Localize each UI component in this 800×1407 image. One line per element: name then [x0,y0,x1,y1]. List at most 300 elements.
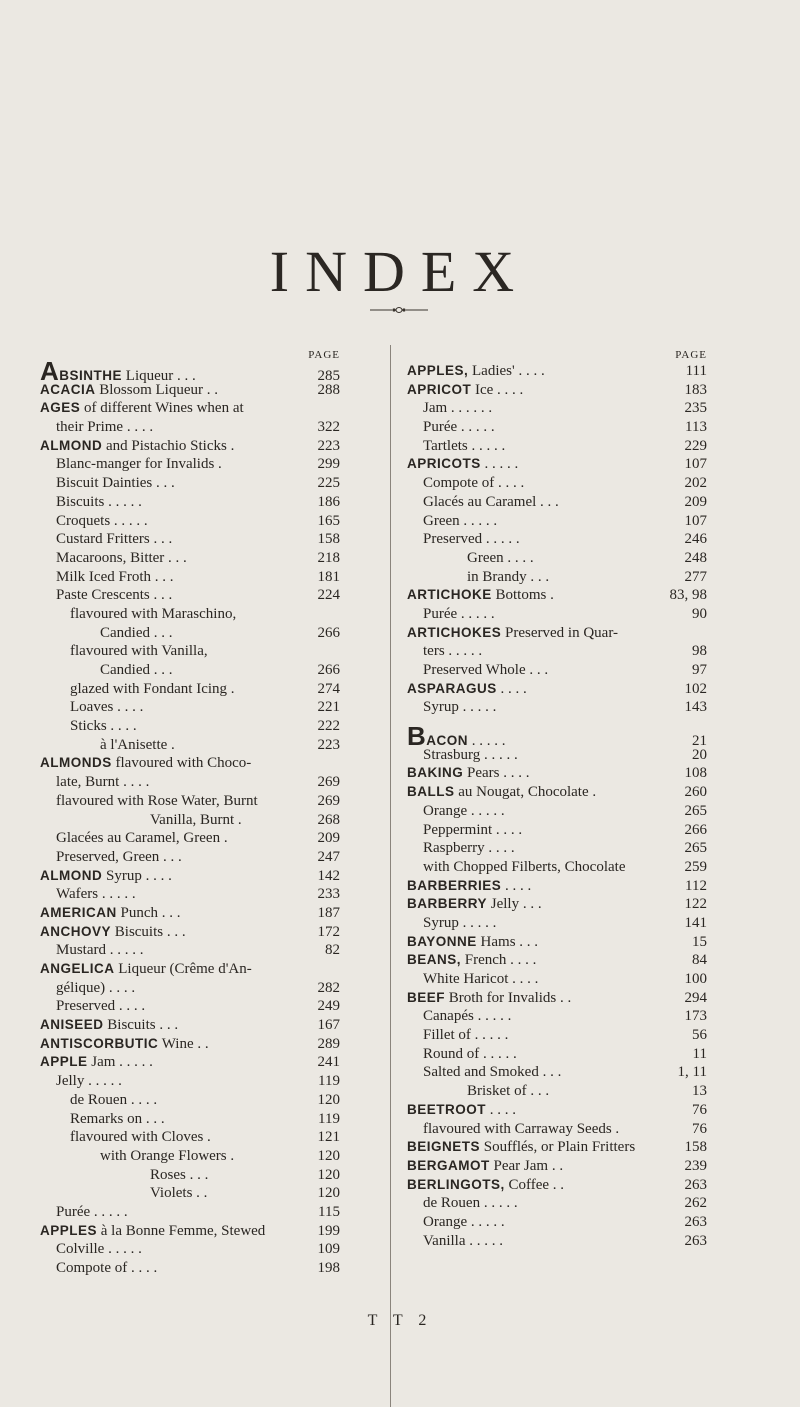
entry-label: Candied . . . [100,624,173,641]
entry-keyword: ARTICHOKES [407,624,502,640]
entry-label: flavoured with Carraway Seeds . [423,1120,620,1137]
entry-page-number: 246 [684,531,707,548]
entry-keyword-rest: BSINTHE [59,368,123,383]
entry-label: in Brandy . . . [467,568,550,585]
index-entry [40,979,340,998]
entry-text [40,549,306,568]
entry-page-number: 120 [317,1185,340,1202]
entry-label: Strasburg . . . . . [423,746,518,763]
entry-keyword: ANGELICA [40,961,115,976]
entry-label: Vanilla, Burnt . [150,811,242,828]
entry-page-number: 225 [317,475,340,492]
entry-label: Croquets . . . . . [56,512,148,529]
entry-label: Ice . . . . [471,381,524,398]
entry-text [40,754,306,773]
entry-label: Orange . . . . . [423,1213,505,1230]
entry-text [407,1213,673,1232]
entry-text [40,418,306,437]
entry-page-number: 277 [684,568,707,585]
entry-page-number: 221 [317,699,340,716]
entry-page-number: 299 [317,456,340,473]
entry-label: flavoured with Choco- [111,755,252,772]
entry-keyword: ALMONDS [40,755,112,771]
entry-text [40,1091,306,1110]
index-entry [40,493,340,512]
index-entry [40,1053,340,1072]
index-entry [40,867,340,886]
index-column-right [407,348,707,1250]
entry-label: Green . . . . [467,549,534,566]
entry-text [407,802,673,821]
ornament-divider-icon [370,306,428,314]
entry-text [407,914,673,933]
entry-text [407,399,673,418]
entry-label: Biscuits . . . [111,923,186,940]
entry-page-number: 165 [317,512,340,529]
index-entry [407,362,707,381]
entry-label: Roses . . . [150,1166,209,1183]
entry-keyword: APRICOT [407,381,472,397]
page-column-header: PAGE [308,349,340,361]
entry-text [40,399,306,418]
index-entry [40,661,340,680]
entry-page-number: 107 [684,456,707,473]
entry-page-number: 241 [317,1054,340,1071]
entry-text [40,474,306,493]
entry-text [407,568,673,587]
entry-text [40,530,306,549]
entry-text [407,839,673,858]
entry-keyword: ANCHOVY [40,923,112,939]
entry-text [407,437,673,456]
entry-label: au Nougat, Chocolate . [454,784,597,801]
index-entry [40,455,340,474]
index-entry [407,1138,707,1157]
index-entry [40,1072,340,1091]
entry-label: Violets . . [150,1185,208,1202]
entry-label: . . . . . [468,733,506,750]
entry-label: and Pistachio Sticks . [102,437,235,454]
entry-page-number: 224 [317,587,340,604]
entry-keyword: APPLE [40,1054,88,1070]
index-entry [407,858,707,877]
entry-text [40,792,306,811]
index-entry [407,746,707,765]
entry-label: Purée . . . . . [56,1203,128,1220]
entry-page-number: 183 [684,381,707,398]
entry-page-number: 167 [317,1017,340,1034]
entry-text [407,1120,673,1139]
index-entry [407,895,707,914]
index-entry [40,549,340,568]
index-entry [407,1026,707,1045]
entry-page-number: 158 [317,531,340,548]
index-entry [407,399,707,418]
entry-page-number: 141 [684,914,707,931]
index-entry [40,829,340,848]
entry-page-number: 269 [317,792,340,809]
index-entry [40,754,340,773]
index-entry [407,839,707,858]
index-entry [40,717,340,736]
entry-keyword: APPLES [40,1222,98,1238]
entry-page-number: 268 [317,811,340,828]
entry-label: Jam . . . . . [87,1054,153,1071]
entry-keyword: BARBERRIES [407,877,502,893]
entry-page-number: 274 [317,680,340,697]
index-entry [40,437,340,456]
entry-text [407,418,673,437]
entry-label: Coffee . . [504,1176,565,1193]
entry-label: à la Bonne Femme, Stewed [97,1222,266,1239]
index-entry [407,698,707,717]
entry-page-number: 282 [317,979,340,996]
entry-label: Wafers . . . . . [56,886,136,903]
entry-label: flavoured with Rose Water, Burnt [56,792,258,809]
entry-text [407,474,673,493]
entry-text [407,1026,673,1045]
entry-text [40,1240,306,1259]
entry-page-number: 21 [692,733,707,750]
entry-label: Soufflés, or Plain Fritters [480,1139,636,1156]
entry-page-number: 187 [317,904,340,921]
entry-text [40,979,306,998]
entry-page-number: 76 [692,1120,707,1137]
entry-page-number: 181 [317,568,340,585]
section-gap [407,717,707,727]
entry-label: Punch . . . [116,904,181,921]
entry-page-number: 90 [692,605,707,622]
index-entry [40,568,340,587]
entry-text [40,1035,306,1054]
entry-text [40,698,306,717]
entry-label: with Orange Flowers . [100,1147,235,1164]
entry-page-number: 199 [317,1222,340,1239]
entry-text [407,895,673,914]
entry-text [40,960,306,979]
entry-text [40,1147,306,1166]
entry-label: Liqueur (Crême d'An- [114,961,252,977]
entry-page-number: 249 [317,998,340,1015]
index-entry [40,1166,340,1185]
entry-label: Biscuit Dainties . . . [56,475,175,492]
entry-text [40,1203,306,1222]
index-entry [407,1045,707,1064]
entry-label: Wine . . [158,1035,209,1052]
entry-text [407,1176,673,1195]
entry-text [40,773,306,792]
entry-text [407,586,670,605]
entry-label: Colville . . . . . [56,1241,142,1258]
index-entry [407,1194,707,1213]
index-entry [407,661,707,680]
entry-page-number: 120 [317,1091,340,1108]
entry-label: their Prime . . . . [56,419,154,436]
entry-text [407,933,673,952]
entry-text [407,1082,673,1101]
entry-label: Hams . . . [476,933,539,950]
entry-page-number: 263 [684,1232,707,1249]
index-title: INDEX [269,239,531,304]
entry-page-number: 158 [684,1139,707,1156]
index-entry [407,970,707,989]
index-entry [407,605,707,624]
entry-page-number: 84 [692,952,707,969]
entry-label: de Rouen . . . . . [423,1195,518,1212]
index-entry [40,1035,340,1054]
entry-label: Liqueur . . . [122,368,196,384]
index-entry [407,989,707,1008]
index-entry [40,1203,340,1222]
entry-page-number: 265 [684,840,707,857]
entry-label: Custard Fritters . . . [56,531,173,548]
entry-text [407,1007,673,1026]
index-entry [40,642,340,661]
index-entry [40,474,340,493]
entry-label: Brisket of . . . [467,1083,550,1100]
entry-page-number: 247 [317,848,340,865]
index-entry [40,586,340,605]
entry-label: Candied . . . [100,662,173,678]
entry-text [40,1128,306,1147]
entry-page-number: 98 [692,643,707,660]
entry-page-number: 120 [317,1147,340,1164]
index-entry [40,736,340,755]
entry-keyword: BAYONNE [407,933,477,949]
index-entry [40,923,340,942]
index-entry [40,530,340,549]
entry-page-number: 223 [317,437,340,454]
entry-page-number: 218 [317,549,340,566]
index-entry [407,530,707,549]
entry-label: Preserved . . . . [56,998,146,1015]
entry-text [407,512,673,531]
entry-text [407,661,673,680]
entry-label: Pears . . . . [463,765,530,782]
entry-text [40,624,306,643]
entry-label: Bottoms . [491,587,554,604]
entry-text [407,877,673,896]
index-entry [407,1176,707,1195]
index-entry [407,568,707,587]
entry-text [40,829,306,848]
entry-text [407,698,673,717]
entry-page-number: 56 [692,1027,707,1044]
index-column-left [40,348,340,1278]
entry-keyword: BEIGNETS [407,1139,481,1155]
entry-keyword: BALLS [407,784,455,800]
entry-text [40,1110,306,1129]
entry-text [40,867,306,886]
entry-keyword: ACACIA [40,381,96,397]
index-entry [40,997,340,1016]
entry-text [40,941,306,960]
entry-page-number: 20 [692,746,707,763]
entry-text [407,530,673,549]
entry-text [407,642,673,661]
entry-label: Raspberry . . . . [423,840,515,857]
entry-text [40,381,306,400]
entry-label: Pear Jam . . [489,1157,564,1174]
index-entry [407,1120,707,1139]
index-entry [407,1007,707,1026]
entry-text [407,764,673,783]
entry-text [40,586,306,605]
entry-keyword-rest: ACON [426,733,469,749]
entry-label: Syrup . . . . . [423,699,497,716]
index-entry [40,698,340,717]
index-entry [40,362,340,386]
entry-label: Purée . . . . . [423,419,495,436]
entry-page-number: 172 [317,923,340,940]
entry-page-number: 285 [317,368,340,384]
entry-keyword: ANTISCORBUTIC [40,1035,159,1051]
entry-label: Preserved . . . . . [423,531,520,548]
index-entry [40,624,340,643]
entry-label: Syrup . . . . . [423,914,497,931]
page-column-header: PAGE [675,349,707,361]
entry-text [407,605,673,624]
entry-label: with Chopped Filberts, Chocolate [423,858,626,875]
entry-page-number: 263 [684,1176,707,1193]
entry-keyword: BEANS, [407,952,462,968]
index-entry [407,727,707,751]
index-entry [407,1063,707,1082]
entry-page-number: 83, 98 [669,587,707,604]
index-entry [40,960,340,979]
entry-text [407,951,673,970]
entry-label: Preserved in Quar- [501,624,619,641]
entry-page-number: 198 [317,1260,340,1276]
entry-page-number: 122 [684,896,707,913]
index-entry [40,1240,340,1259]
entry-text [40,437,306,456]
entry-page-number: 266 [317,624,340,641]
entry-label: flavoured with Maraschino, [70,605,237,622]
index-entry [407,951,707,970]
entry-label: Jelly . . . . . [56,1073,122,1090]
index-entry [40,1016,340,1035]
index-entry [40,1147,340,1166]
entry-text [40,680,306,699]
entry-page-number: 82 [325,942,340,959]
entry-label: White Haricot . . . . [423,971,539,987]
entry-text [40,1259,306,1278]
entry-label: ters . . . . . [423,643,483,660]
entry-label: Blanc-manger for Invalids . [56,456,222,473]
entry-text [40,1222,306,1241]
entry-text [40,1184,306,1203]
entry-text [407,455,673,474]
entry-keyword: ALMOND [40,867,103,883]
entry-text [40,455,306,474]
entry-keyword: BAKING [407,765,464,781]
index-entry [40,811,340,830]
entry-label: Sticks . . . . [70,718,137,735]
entry-text [40,605,306,624]
index-entry [407,549,707,568]
entry-label: Orange . . . . . [423,802,505,819]
index-entry [407,474,707,493]
index-entry [40,381,340,400]
index-entry [407,1213,707,1232]
entry-label: Peppermint . . . . [423,821,523,838]
entry-label: Salted and Smoked . . . [423,1064,562,1081]
entry-label: Paste Crescents . . . [56,587,173,604]
entry-page-number: 1, 11 [677,1064,707,1081]
entry-page-number: 97 [692,662,707,678]
index-entry [407,586,707,605]
entry-page-number: 209 [684,493,707,510]
entry-page-number: 11 [692,1045,707,1062]
index-entry [407,512,707,531]
entry-text [40,661,306,680]
entry-text [40,1016,306,1035]
entry-text [40,493,306,512]
entry-page-number: 262 [684,1195,707,1212]
entry-page-number: 248 [684,549,707,566]
index-entry [40,941,340,960]
entry-keyword: BEEF [407,989,446,1005]
entry-page-number: 233 [317,886,340,903]
entry-page-number: 119 [318,1073,340,1090]
entry-label: Preserved Whole . . . [423,662,549,678]
entry-text [407,1045,673,1064]
entry-label: Mustard . . . . . [56,942,144,959]
index-entry [407,914,707,933]
entry-text [407,1101,673,1120]
entry-label: Syrup . . . . [102,867,172,884]
index-entry [40,1222,340,1241]
entry-label: glazed with Fondant Icing . [70,680,235,697]
entry-page-number: 107 [684,512,707,529]
entry-page-number: 102 [684,680,707,697]
entry-label: . . . . [496,680,527,697]
index-entry [407,493,707,512]
index-entry [407,680,707,699]
entry-label: . . . . [486,1101,517,1118]
entry-keyword: AMERICAN [40,904,117,920]
entry-page-number: 266 [684,821,707,838]
entry-page-number: 269 [317,774,340,791]
index-entry [40,680,340,699]
entry-text [407,1194,673,1213]
entry-label: gélique) . . . . [56,979,136,996]
entry-page-number: 173 [684,1008,707,1025]
index-entry [40,848,340,867]
entry-label: of different Wines when at [80,400,244,417]
entry-page-number: 209 [317,830,340,847]
entry-page-number: 119 [318,1110,340,1127]
entry-keyword: ALMOND [40,437,103,453]
index-entry [407,455,707,474]
entry-page-number: 239 [684,1157,707,1174]
index-entry [407,821,707,840]
entry-label: Milk Iced Froth . . . [56,568,174,585]
entry-label: Tartlets . . . . . [423,437,506,454]
entry-text [407,624,673,643]
entry-label: flavoured with Cloves . [70,1129,211,1146]
entry-text [407,1063,673,1082]
entry-text [407,989,673,1008]
entry-keyword: B [407,727,427,751]
entry-label: Remarks on . . . [70,1110,165,1127]
entry-page-number: 202 [684,475,707,492]
index-entry [40,904,340,923]
entry-page-number: 229 [684,437,707,454]
entry-text [407,493,673,512]
entry-label: Round of . . . . . [423,1045,517,1062]
